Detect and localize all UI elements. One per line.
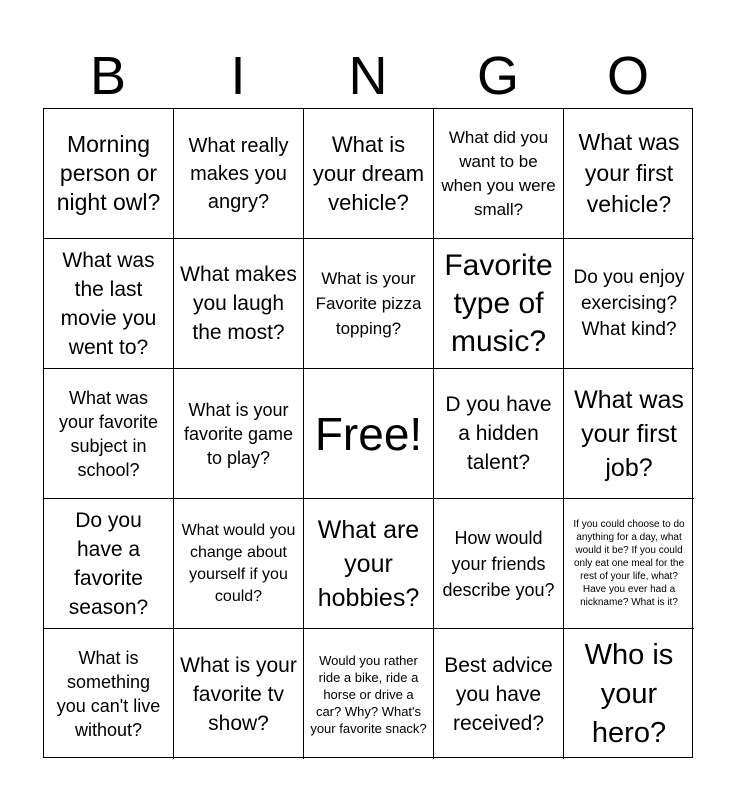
bingo-cell[interactable]: [304, 629, 434, 759]
bingo-cell[interactable]: [564, 239, 694, 369]
bingo-cell[interactable]: [44, 239, 174, 369]
cell-text: What did you want to be when you were small?: [441, 127, 556, 219]
bingo-cell[interactable]: [44, 629, 174, 759]
header-letter-o: O: [606, 46, 649, 106]
bingo-cell[interactable]: [174, 629, 304, 759]
cell-text: Do you have a favorite season?: [68, 508, 149, 619]
bingo-cell[interactable]: [44, 109, 174, 239]
bingo-cell[interactable]: [44, 499, 174, 629]
bingo-cell[interactable]: [174, 239, 304, 369]
cell-text: What really makes you angry?: [188, 134, 289, 213]
header-letter-g: G: [476, 46, 519, 106]
bingo-cell[interactable]: [304, 239, 434, 369]
bingo-cell[interactable]: [434, 239, 564, 369]
header-letter-n: N: [348, 46, 388, 106]
cell-text: What was your first job?: [574, 385, 684, 482]
bingo-cell[interactable]: [434, 369, 564, 499]
bingo-cell[interactable]: [564, 499, 694, 629]
bingo-cell[interactable]: [304, 109, 434, 239]
cell-text: What was your favorite subject in school?: [58, 387, 159, 480]
bingo-cell[interactable]: [174, 369, 304, 499]
cell-text: What is something you can't live without?: [56, 648, 161, 740]
free-space-text: Free!: [314, 407, 423, 460]
bingo-cell[interactable]: [304, 499, 434, 629]
bingo-cell[interactable]: [564, 109, 694, 239]
cell-text: If you could choose to do anything for a day, what would it be? If you could only eat one meal for the rest of your life, what? Have you ever had a nickname? What is it?: [573, 519, 685, 608]
cell-text: What was your first vehicle?: [578, 129, 680, 217]
bingo-cell[interactable]: [174, 499, 304, 629]
cell-text: What makes you laugh the most?: [180, 263, 297, 344]
cell-text: What is your Favorite pizza topping?: [315, 269, 422, 338]
cell-text: Would you rather ride a bike, ride a horse or drive a car? Why? What's your favorite snack?: [310, 652, 427, 736]
bingo-grid: [43, 108, 693, 758]
bingo-cell[interactable]: [434, 109, 564, 239]
cell-text: Best advice you have received?: [444, 653, 553, 735]
cell-text: D you have a hidden talent?: [445, 393, 552, 474]
bingo-cell[interactable]: [434, 499, 564, 629]
cell-text: Who is your hero?: [584, 638, 674, 749]
bingo-cell[interactable]: [44, 369, 174, 499]
free-space-cell[interactable]: [304, 369, 434, 499]
bingo-cell[interactable]: [564, 629, 694, 759]
cell-text: Morning person or night owl?: [56, 131, 161, 215]
cell-text: What was the last movie you went to?: [60, 248, 157, 359]
cell-text: What is your dream vehicle?: [312, 132, 425, 215]
cell-text: How would your friends describe you?: [442, 527, 555, 600]
cell-text: What is your favorite game to play?: [183, 399, 294, 468]
cell-text: Favorite type of music?: [444, 248, 553, 358]
cell-text: What would you change about yourself if you could?: [181, 521, 296, 605]
bingo-cell[interactable]: [434, 629, 564, 759]
cell-text: Do you enjoy exercising? What kind?: [573, 266, 685, 340]
bingo-cell[interactable]: [174, 109, 304, 239]
header-letter-b: B: [89, 46, 127, 106]
bingo-header: [43, 44, 693, 108]
bingo-cell[interactable]: [564, 369, 694, 499]
cell-text: What is your favorite tv show?: [180, 653, 297, 735]
cell-text: What are your hobbies?: [317, 515, 420, 612]
header-letter-i: I: [230, 46, 246, 106]
